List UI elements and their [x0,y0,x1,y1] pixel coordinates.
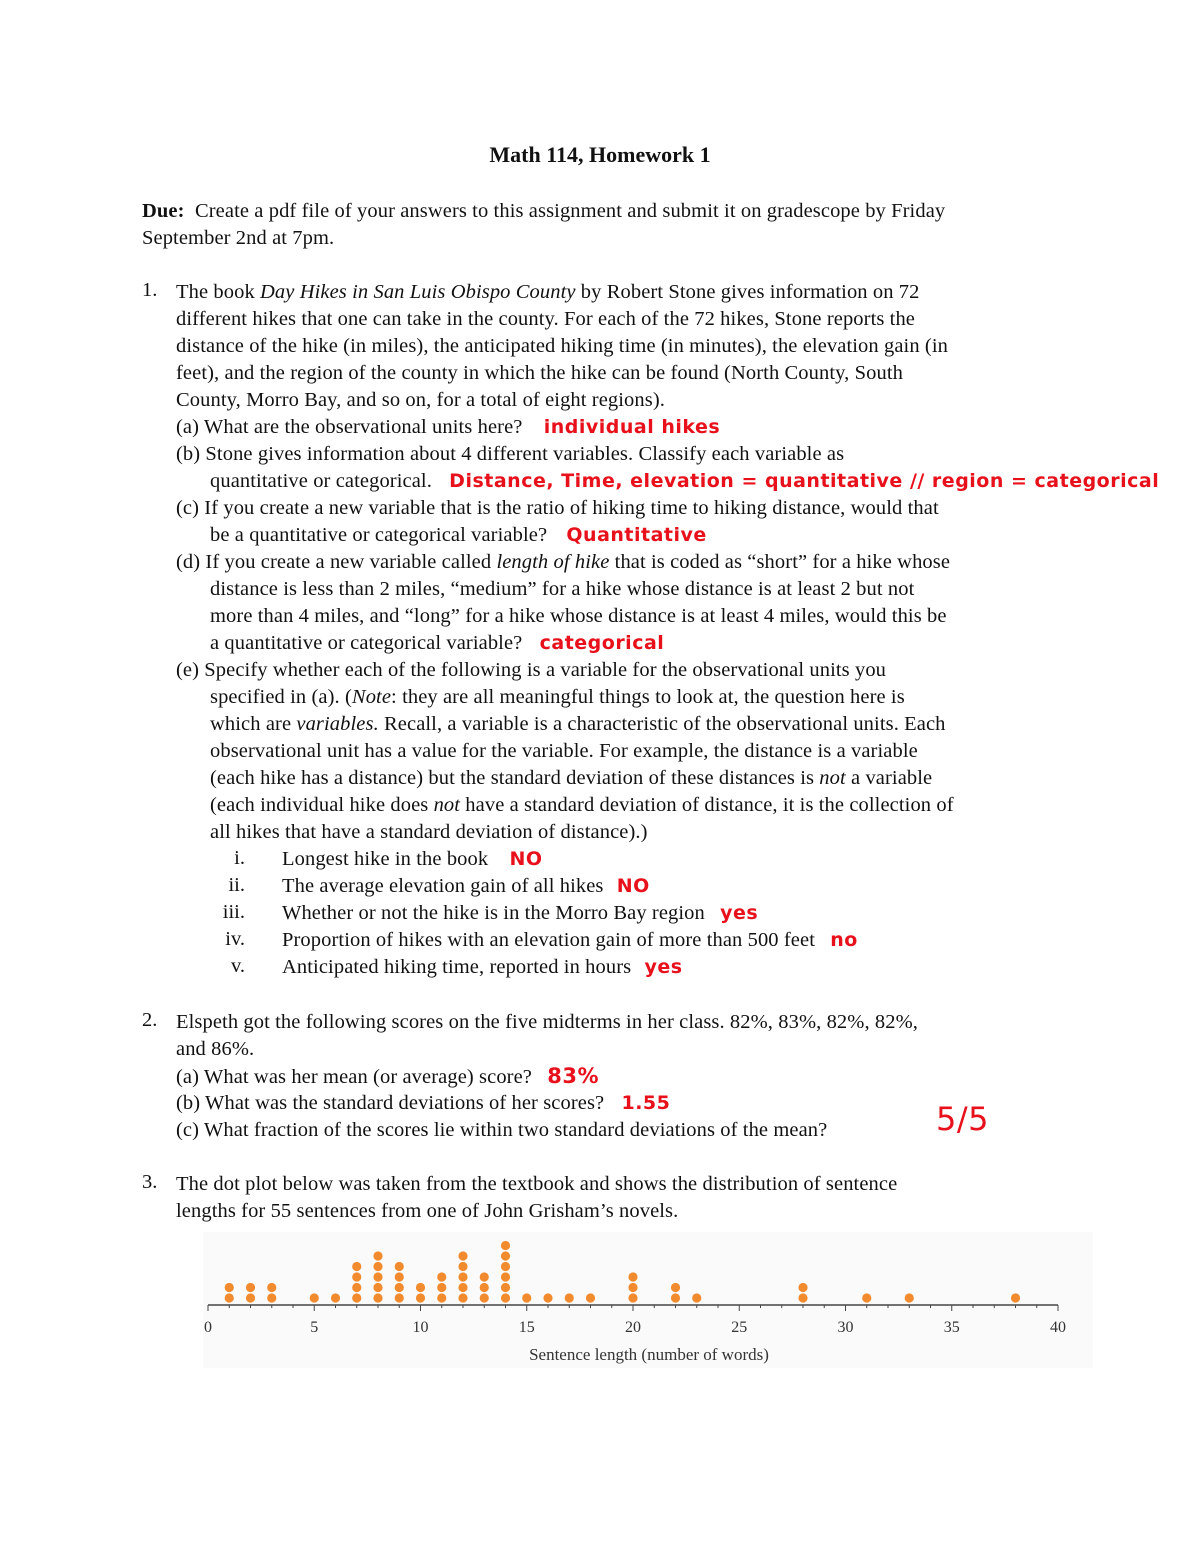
dot-11-3 [437,1272,446,1281]
dot-13-2 [480,1283,489,1292]
dot-10-1 [416,1293,425,1302]
q1e-item-numeral: iii. [222,901,245,923]
q1d-line-3: more than 4 miles, and “long” for a hike whose distance is at least 4 miles, would this be [210,605,947,627]
q1-intro-line-4: feet), and the region of the county in which the hike can be found (North County, South [176,362,903,384]
dot-17-1 [565,1293,574,1302]
q1e-line6-em: not [433,794,461,816]
q2c-question [176,1117,827,1144]
x-tick-label-0: 0 [204,1319,212,1336]
dot-13-1 [480,1293,489,1302]
dot-1-2 [225,1283,234,1292]
q1c-line-1: (c) If you create a new variable that is the ratio of hiking time to hiking distance, would that [176,497,939,519]
q1e-line6-post: have a standard deviation of distance, it is the collection of [460,794,954,816]
q1b-answer: Distance, Time, elevation = quantitative // region = categorical [449,470,1160,492]
q1e-item-answer: yes [720,902,759,924]
dot-23-1 [692,1293,701,1302]
dot-8-2 [373,1283,382,1292]
q1-book-title: Day Hikes in San Luis Obispo County [260,281,576,303]
q1b-line-2 [210,468,1159,495]
dot-8-1 [373,1293,382,1302]
dot-33-1 [905,1293,914,1302]
q1e-item-numeral: ii. [228,874,245,896]
q1b-line-1: (b) Stone gives information about 4 different variables. Classify each variable as [176,443,845,465]
q1a-text: (a) What are the observational units here? [176,416,523,438]
q1-book-prefix: The book [176,281,261,303]
dot-22-2 [671,1283,680,1292]
q1-number: 1. [142,279,158,301]
q1-intro-line-1 [176,279,920,306]
x-tick-label-10: 10 [412,1319,429,1336]
dot-8-4 [373,1262,382,1271]
q1d-line-1 [176,549,950,576]
dot-7-4 [352,1262,361,1271]
dot-9-3 [395,1272,404,1281]
q1e-line6-pre: (each individual hike does [210,794,434,816]
q1e-item-text: Proportion of hikes with an elevation gain of more than 500 feet [282,929,816,951]
q1e-item-numeral: i. [234,847,245,869]
q1e-item-answer: NO [509,848,543,870]
page-title: Math 114, Homework 1 [489,142,711,167]
q1e-item [282,954,683,981]
dot-1-1 [225,1293,234,1302]
due-text-1: Create a pdf file of your answers to this assignment and submit it on gradescope by Friday [194,200,946,222]
dot-38-1 [1011,1293,1020,1302]
q1e-line-6 [210,792,954,819]
due-label: Due: [142,200,185,222]
q1d-line1-post: that is coded as “short” for a hike whose [609,551,951,573]
dot-28-1 [798,1293,807,1302]
dot-13-3 [480,1272,489,1281]
dot-28-2 [798,1283,807,1292]
q1e-item [282,900,758,927]
q1d-line1-em: length of hike [496,551,610,573]
q1e-line5-em: not [819,767,846,789]
dot-14-2 [501,1283,510,1292]
dot-16-1 [543,1293,552,1302]
q1e-line2-pre: specified in (a). ( [210,686,352,708]
dot-7-2 [352,1283,361,1292]
q1e-line2-post: : they are all meaningful things to look at, the question here is [391,686,905,708]
q1e-item-text: Anticipated hiking time, reported in hours [282,956,632,978]
x-tick-label-5: 5 [310,1319,319,1336]
q1e-line5-pre: (each hike has a distance) but the standard deviation of these distances is [210,767,820,789]
q1e-item-text: Longest hike in the book [282,848,489,870]
q1e-item [282,846,543,873]
dot-11-2 [437,1283,446,1292]
dot-11-1 [437,1293,446,1302]
q2a-text: (a) What was her mean (or average) score? [176,1066,533,1088]
q2a-answer: 83% [547,1064,600,1088]
dot-3-1 [267,1293,276,1302]
q1e-line2-em: Note [351,686,392,708]
dot-7-3 [352,1272,361,1281]
q1e-item-answer: NO [616,875,650,897]
dot-20-3 [628,1272,637,1281]
q1d-answer: categorical [539,632,665,654]
dot-plot-svg [203,1232,1093,1368]
dot-8-5 [373,1251,382,1260]
q1e-line-4: observational unit has a value for the variable. For example, the distance is a variable [210,740,918,762]
dot-12-3 [458,1272,467,1281]
q1e-item [282,873,650,900]
q1-intro-line-2: different hikes that one can take in the county. For each of the 72 hikes, Stone reports the [176,308,916,330]
q1e-item-numeral: v. [230,955,245,977]
x-axis-ticks [204,1305,1066,1336]
q1e-line-7: all hikes that have a standard deviation of distance).) [210,821,648,843]
q3-line-2: lengths for 55 sentences from one of John Grisham’s novels. [176,1200,679,1222]
q1e-line-1: (e) Specify whether each of the following is a variable for the observational units you [176,659,887,681]
dot-5-1 [310,1293,319,1302]
due-line-1 [142,198,945,225]
dot-10-2 [416,1283,425,1292]
dot-15-1 [522,1293,531,1302]
q1d-line1-pre: (d) If you create a new variable called [176,551,497,573]
q2-line-2: and 86%. [176,1038,255,1060]
q1-book-suffix: by Robert Stone gives information on 72 [575,281,920,303]
q1e-item [282,927,858,954]
q1a-question [176,414,720,441]
dot-20-1 [628,1293,637,1302]
q1c-text: be a quantitative or categorical variable? [210,524,548,546]
q1e-line-5 [210,765,932,792]
q1e-line3-post: Recall, a variable is a characteristic of the observational units. Each [378,713,946,735]
q2a-question [176,1063,599,1091]
dot-12-2 [458,1283,467,1292]
q1d-text: a quantitative or categorical variable? [210,632,523,654]
q1e-item-numeral: iv. [225,928,245,950]
q1e-item-text: The average elevation gain of all hikes [282,875,604,897]
q1e-line-3 [210,711,946,738]
q1d-line-4 [210,630,664,657]
dot-8-3 [373,1272,382,1281]
dot-9-2 [395,1283,404,1292]
grade-mark: 5/5 [936,1100,989,1138]
q2-number: 2. [142,1009,158,1031]
q2c-text: (c) What fraction of the scores lie within two standard deviations of the mean? [176,1119,828,1141]
q1a-answer: individual hikes [543,416,721,438]
q1d-line-2: distance is less than 2 miles, “medium” for a hike whose distance is at least 2 but not [210,578,915,600]
q3-number: 3. [142,1171,158,1193]
q2b-question [176,1090,670,1117]
dot-18-1 [586,1293,595,1302]
dot-12-5 [458,1251,467,1260]
dot-9-4 [395,1262,404,1271]
dot-31-1 [862,1293,871,1302]
dot-9-1 [395,1293,404,1302]
x-tick-label-20: 20 [625,1319,641,1336]
dot-20-2 [628,1283,637,1292]
x-tick-label-35: 35 [943,1319,960,1336]
q1e-line3-pre: which are [210,713,297,735]
q1c-answer: Quantitative [566,524,707,546]
q1e-item-answer: yes [644,956,683,978]
dot-plot-dots [225,1241,1020,1303]
q1-intro-line-5: County, Morro Bay, and so on, for a total of eight regions). [176,389,665,411]
x-tick-label-30: 30 [837,1319,854,1336]
q1e-item-text: Whether or not the hike is in the Morro Bay region [282,902,705,924]
dot-14-3 [501,1272,510,1281]
dot-14-6 [501,1241,510,1250]
dot-6-1 [331,1293,340,1302]
q1e-line-2 [210,684,905,711]
dot-3-2 [267,1283,276,1292]
q1e-item-answer: no [830,929,858,951]
q2b-text: (b) What was the standard deviations of her scores? [176,1092,605,1114]
q2-line-1: Elspeth got the following scores on the five midterms in her class. 82%, 83%, 82%, 82%, [176,1011,919,1033]
x-axis-label: Sentence length (number of words) [529,1345,769,1364]
x-tick-label-40: 40 [1050,1319,1066,1336]
x-tick-label-25: 25 [731,1319,748,1336]
dot-22-1 [671,1293,680,1302]
due-text-2: September 2nd at 7pm. [142,227,335,249]
q1e-line3-em: variables. [296,713,379,735]
dot-14-4 [501,1262,510,1271]
q3-line-1: The dot plot below was taken from the textbook and shows the distribution of sentence [176,1173,898,1195]
q1b-text: quantitative or categorical. [210,470,432,492]
dot-2-2 [246,1283,255,1292]
q2b-answer: 1.55 [621,1092,671,1114]
dot-14-1 [501,1293,510,1302]
dot-plot [203,1232,1093,1368]
q1e-line5-post: a variable [845,767,933,789]
q1-intro-line-3: distance of the hike (in miles), the anticipated hiking time (in minutes), the elevation gain (in [176,335,948,357]
q1c-line-2 [210,522,707,549]
dot-14-5 [501,1251,510,1260]
dot-12-1 [458,1293,467,1302]
dot-12-4 [458,1262,467,1271]
x-tick-label-15: 15 [518,1319,535,1336]
dot-2-1 [246,1293,255,1302]
dot-7-1 [352,1293,361,1302]
